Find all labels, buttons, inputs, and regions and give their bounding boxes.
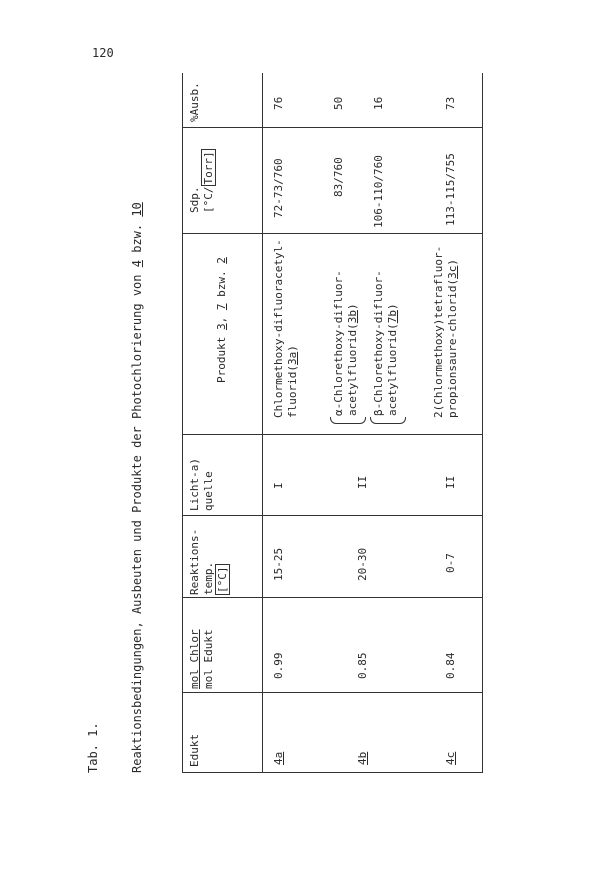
row-4c-temperature: 0-7 [444, 553, 457, 573]
caption-text-before: Reaktionsbedingungen, Ausbeuten und Produkte der Photochlorierung von [130, 267, 144, 773]
row-4b-product-alpha-line1: α-Chlorethoxy-difluor- [332, 270, 345, 416]
header-ratio [188, 629, 216, 689]
header-product-sep1: , [215, 310, 228, 324]
header-product-ref1: 3 [215, 323, 228, 331]
row-4c-product [432, 246, 460, 418]
row-4c-product-line2-post: ) [446, 259, 459, 266]
header-sdp-line2b: Torr] [202, 151, 215, 185]
row-4c-product-line1: 2(Chlormethoxy)tetrafluor- [432, 245, 445, 418]
column-separator [182, 127, 482, 128]
header-boiling-point [188, 149, 216, 213]
row-4b-product-beta-line1: β-Chlorethoxy-difluor- [372, 270, 385, 416]
caption-ref-b: 10 [130, 202, 144, 217]
header-light-line1: Licht-a) [188, 458, 201, 511]
row-4a-light-source: I [272, 482, 285, 489]
row-4b-ratio: 0.85 [356, 652, 369, 679]
row-4a-yield: 76 [272, 96, 285, 110]
table-label: Tab. 1. [86, 722, 100, 773]
row-4b-product-beta-line2-post: ) [386, 303, 399, 311]
product-brace [370, 417, 406, 424]
header-ratio-denominator: mol Edukt [202, 629, 215, 689]
row-4b-product-beta [372, 270, 400, 416]
product-brace [330, 417, 366, 424]
row-4c-edukt: 4c [444, 751, 457, 765]
column-separator [182, 597, 482, 598]
row-4b-product-beta-line2-pre: acetylfluorid( [386, 323, 399, 416]
rotated-page-content [86, 73, 492, 773]
row-4c-ratio: 0.84 [444, 652, 457, 679]
column-separator [182, 772, 482, 773]
row-4a-product-line1: Chlormethoxy-difluoracetyl- [272, 239, 285, 418]
row-4b-edukt: 4b [356, 751, 369, 765]
column-separator [182, 692, 482, 693]
row-4b-yield-beta: 16 [372, 96, 385, 110]
header-temperature [188, 529, 230, 595]
table-rule-header [262, 73, 263, 773]
header-temperature-line2: temp. [202, 561, 215, 595]
row-4b-temperature: 20-30 [356, 547, 369, 581]
table-rule-bottom [482, 73, 483, 773]
caption-ref-a: 4 [130, 260, 144, 268]
row-4b-yield-alpha: 50 [332, 96, 345, 110]
header-product-sep2: bzw. [215, 263, 228, 304]
caption-text-mid: bzw. [130, 216, 144, 261]
row-4b-product-alpha [332, 270, 360, 416]
row-4b-boiling-point-alpha: 83/760 [332, 157, 345, 197]
column-separator [182, 515, 482, 516]
row-4c-yield: 73 [444, 96, 457, 110]
row-4a-product-line2-post: ) [286, 345, 299, 352]
results-table [182, 73, 492, 773]
row-4c-boiling-point: 113-115/755 [444, 153, 457, 226]
header-light-line2: quelle [202, 471, 215, 511]
row-4b-product-alpha-ref: 3b [346, 310, 359, 324]
row-4a-product-line2-pre: fluorid( [286, 365, 299, 418]
row-4a-boiling-point: 72-73/760 [272, 158, 285, 218]
column-separator [182, 233, 482, 234]
row-4b-product-beta-ref: 7b [386, 310, 399, 324]
row-4a-product-ref: 3a [286, 351, 299, 366]
row-4a-product [272, 239, 300, 418]
page-number: 120 [92, 46, 114, 60]
table-caption [130, 202, 144, 773]
header-product-prefix: Produkt [215, 330, 228, 383]
header-temperature-line1: Reaktions- [188, 528, 201, 595]
row-4b-boiling-point-beta: 106-110/760 [372, 155, 385, 228]
header-ratio-numerator: mol Chlor [188, 629, 201, 689]
row-4a-temperature: 15-25 [272, 547, 285, 581]
row-4c-light-source: II [444, 475, 457, 489]
header-product-ref3: 2 [215, 257, 228, 264]
table-rule-top [182, 73, 183, 773]
row-4b-product-alpha-line2-pre: acetylfluorid( [346, 323, 359, 416]
header-light-source [188, 458, 216, 511]
row-4a-ratio: 0.99 [272, 652, 285, 679]
header-edukt: Edukt [188, 733, 201, 767]
column-separator [182, 434, 482, 435]
header-sdp-line1: Sdp. [188, 186, 201, 213]
row-4a-edukt: 4a [272, 751, 285, 765]
header-product [215, 257, 229, 383]
row-4b-product-alpha-line2-post: ) [346, 303, 359, 311]
row-4b-light-source: II [356, 475, 369, 489]
header-sdp-line2a: [°C/ [202, 186, 215, 213]
row-4c-product-line2-pre: propionsaure-chlorid( [446, 278, 459, 418]
header-product-ref2: 7 [215, 303, 228, 311]
header-temperature-unit: [°C] [216, 566, 229, 593]
header-yield: %Ausb. [188, 82, 201, 122]
row-4c-product-ref: 3c [446, 265, 459, 279]
